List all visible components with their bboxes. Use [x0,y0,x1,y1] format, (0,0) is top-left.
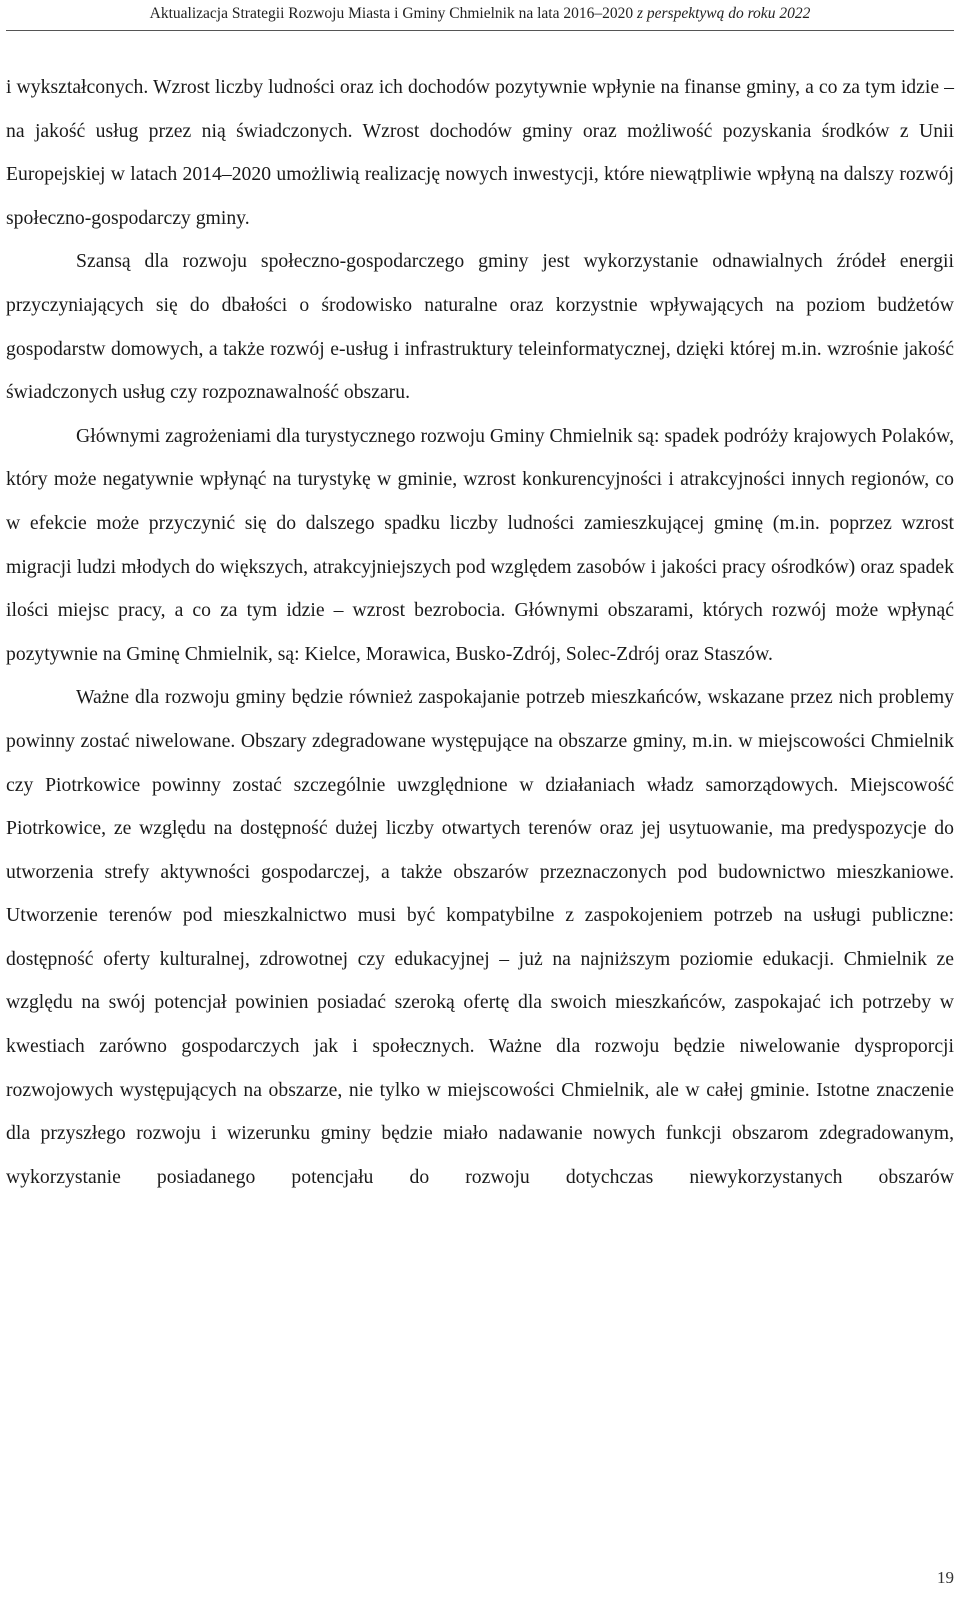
paragraph-continuation: i wykształconych. Wzrost liczby ludności oraz ich dochodów pozytywnie wpłynie na finanse gminy, a co za tym idzie – na jakość usług przez nią świadczonych. Wzrost dochodów gminy oraz możliwość pozyskania środków z Unii Europejskiej w latach 2014–2020 umożliwią realizację nowych inwestycji, które niewątpliwie wpłyną na dalszy rozwój społeczno-gospodarczy gminy. [6,76,954,229]
running-header [0,4,960,24]
header-title-italic: z perspektywą do roku 2022 [636,5,811,22]
header-divider [6,30,954,31]
paragraph-opportunities: Szansą dla rozwoju społeczno-gospodarczego gminy jest wykorzystanie odnawialnych źródeł energii przyczyniających się do dbałości o środowisko naturalne oraz korzystnie wpływających na poziom budżetów gospodarstw domowych, a także rozwój e-usług i infrastruktury teleinformatycznej, dzięki której m.in. wzrośnie jakość świadczonych usług czy rozpoznawalność obszaru. [6,250,954,404]
body-text [6,66,954,1199]
header-title: Aktualizacja Strategii Rozwoju Miasta i Gminy Chmielnik na lata 2016–2020 [149,5,637,22]
paragraph-threats: Głównymi zagrożeniami dla turystycznego rozwoju Gminy Chmielnik są: spadek podróży krajowych Polaków, który może negatywnie wpłynąć na turystykę w gminie, wzrost konkurencyjności i atrakcyjności innych regionów, co w efekcie może przyczynić się do dalszego spadku liczby ludności zamieszkującej gminę (m.in. poprzez wzrost migracji ludzi młodych do większych, atrakcyjniejszych pod względem zasobów i jakości pracy ośrodków) oraz spadek ilości miejsc pracy, a co za tym idzie – wzrost bezrobocia. Głównymi obszarami, których rozwój może wpłynąć pozytywnie na Gminę Chmielnik, są: Kielce, Morawica, Busko-Zdrój, Solec-Zdrój oraz Staszów. [6,424,954,665]
paragraph-residents-needs: Ważne dla rozwoju gminy będzie również zaspokajanie potrzeb mieszkańców, wskazane przez nich problemy powinny zostać niwelowane. Obszary zdegradowane występujące na obszarze gminy, m.in. w miejscowości Chmielnik czy Piotrkowice powinny zostać szczególnie uwzględnione w działaniach władz samorządowych. Miejscowość Piotrkowice, ze względu na dostępność dużej liczby otwartych terenów oraz jej usytuowanie, ma predyspozycje do utworzenia strefy aktywności gospodarczej, a także obszarów przeznaczonych pod budownictwo mieszkaniowe. Utworzenie terenów pod mieszkalnictwo musi być kompatybilne z zaspokojeniem potrzeb na usługi publiczne: dostępność oferty kulturalnej, zdrowotnej czy edukacyjnej – już na najniższym poziomie edukacji. Chmielnik ze względu na swój potencjał powinien posiadać szeroką ofertę dla swoich mieszkańców, zaspokajać ich potrzeby w kwestiach zarówno gospodarczych jak i społecznych. Ważne dla rozwoju będzie niwelowanie dysproporcji rozwojowych występujących na obszarze, nie tylko w miejscowości Chmielnik, ale w całej gminie. Istotne znaczenie dla przyszłego rozwoju i wizerunku gminy będzie miało nadawanie nowych funkcji obszarom zdegradowanym, wykorzystanie posiadanego potencjału do rozwoju dotychczas niewykorzystanych obszarów [6,686,954,1188]
page-number: 19 [937,1568,954,1587]
